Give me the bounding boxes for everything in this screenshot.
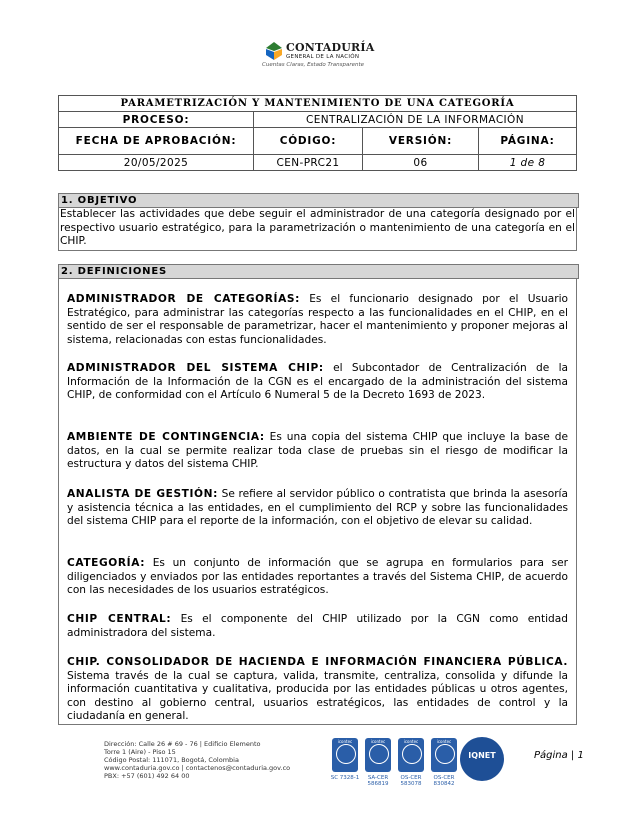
definition-text: el Subcontador de Centralización de la Información de la Información de la CGN es el encargado de la administración del sistema CHIP, de conformidad con el Artículo 6 Numeral 5 de la Decreto 1693 de 2023. [67,362,569,402]
pagina-label: PÁGINA: [479,128,577,155]
codigo-label: CÓDIGO: [254,128,363,155]
definition-text: Es el funcionario designado por el Usuario Estratégico, para administrar las categorías respecto a las funcionalidades en el CHIP, en el sentido de ser el responsable de parametrizar, hacer el mantenimiento y proponer mejoras al sistema, relacionadas con estas funcionalidades. [67,293,568,346]
definition-term: ADMINISTRADOR DE CATEGORÍAS: [67,293,300,305]
footer-line: Torre 1 (Aire) - Piso 15 [104,748,176,756]
proceso-value: CENTRALIZACIÓN DE LA INFORMACIÓN [254,112,577,128]
definition-item [67,488,568,529]
definition-item [67,362,568,403]
icontec-cert-icon: icontec [332,738,358,772]
icontec-cert-icon: icontec [365,738,391,772]
icontec-cert-icon: icontec [398,738,424,772]
definition-term: CHIP. CONSOLIDADOR DE HACIENDA E INFORMACIÓN FINANCIERA PÚBLICA. [67,656,568,668]
logo-name: CONTADURÍA [286,41,375,54]
definition-term: ANALISTA DE GESTIÓN: [67,488,218,500]
contaduria-logo [262,40,382,70]
cert-code: OS-CER 583078 [400,775,422,787]
codigo-value: CEN-PRC21 [254,155,363,171]
logo-subtitle: GENERAL DE LA NACIÓN [286,54,360,60]
page-number: Página | 1 [534,750,584,761]
definition-term: ADMINISTRADOR DEL SISTEMA CHIP: [67,362,324,374]
definition-text: Es el componente del CHIP utilizado por la CGN como entidad administradora del sistema. [67,613,568,639]
definition-term: AMBIENTE DE CONTINGENCIA: [67,431,265,443]
footer-line[interactable]: www.contaduria.gov.co | contactenos@contaduria.gov.co [104,764,291,772]
logo-slogan: Cuentas Claras, Estado Transparente [262,62,364,68]
definition-text: Es un conjunto de información que se agrupa en formularios para ser diligenciados y enviados por las entidades reportantes a través del Sistema CHIP, de acuerdo con las necesidades de los usuarios estratégicos. [67,557,568,597]
proceso-label: PROCESO: [59,112,254,128]
definition-term: CHIP CENTRAL: [67,613,172,625]
footer-address [104,740,290,780]
objetivo-text: Establecer las actividades que debe seguir el administrador de una categoría designado por el respectivo usuario estratégico, para la parametrización o mantenimiento de una categoría en el CHIP. [58,208,577,251]
version-value: 06 [363,155,479,171]
fecha-value: 20/05/2025 [59,155,254,171]
footer-line: Dirección: Calle 26 # 69 - 76 | Edificio Elemento [104,740,261,748]
definition-text: Sistema través de la cual se captura, valida, transmite, centraliza, consolida y difunde la información cuantitativa y cualitativa, producida por las entidades públicas u otros agentes, con destino al gobierno central, usuarios estratégicos, las entidades de control y la ciudadanía en general. [67,669,568,723]
version-label: VERSIÓN: [363,128,479,155]
definition-item [67,613,568,640]
definition-item [67,431,568,472]
cert-code: OS-CER 830842 [433,775,455,787]
objetivo-heading: 1. OBJETIVO [58,193,579,208]
document-header-table [58,95,577,171]
cert-code: SC 7328-1 [330,775,360,781]
definition-text: Se refiere al servidor público o contratista que brinda la asesoría y asistencia técnica a las entidades, en el cumplimiento del RCP y sobre las funcionalidades del sistema CHIP para el reporte de la información, con el objetivo de elevar su calidad. [67,488,568,528]
cert-code: SA-CER 586819 [367,775,389,787]
definition-text: Es una copia del sistema CHIP que incluye la base de datos, en la cual se permite realizar toda clase de pruebas sin el riesgo de modificar la estructura y datos del sistema CHIP. [67,431,568,471]
footer-line: Código Postal: 111071, Bogotá, Colombia [104,756,239,764]
fecha-label: FECHA DE APROBACIÓN: [59,128,254,155]
definition-item [67,656,568,724]
iqnet-cert-icon: IQNET [460,737,504,781]
logo-icon [266,42,282,60]
icontec-cert-icon: icontec [431,738,457,772]
document-title: PARAMETRIZACIÓN Y MANTENIMIENTO DE UNA CATEGORÍA [59,96,577,112]
definition-item [67,557,568,598]
definition-item [67,293,568,347]
footer-line: PBX: +57 (601) 492 64 00 [104,772,190,780]
pagina-value: 1 de 8 [479,155,577,171]
definiciones-heading: 2. DEFINICIONES [58,264,579,279]
definition-term: CATEGORÍA: [67,557,146,569]
